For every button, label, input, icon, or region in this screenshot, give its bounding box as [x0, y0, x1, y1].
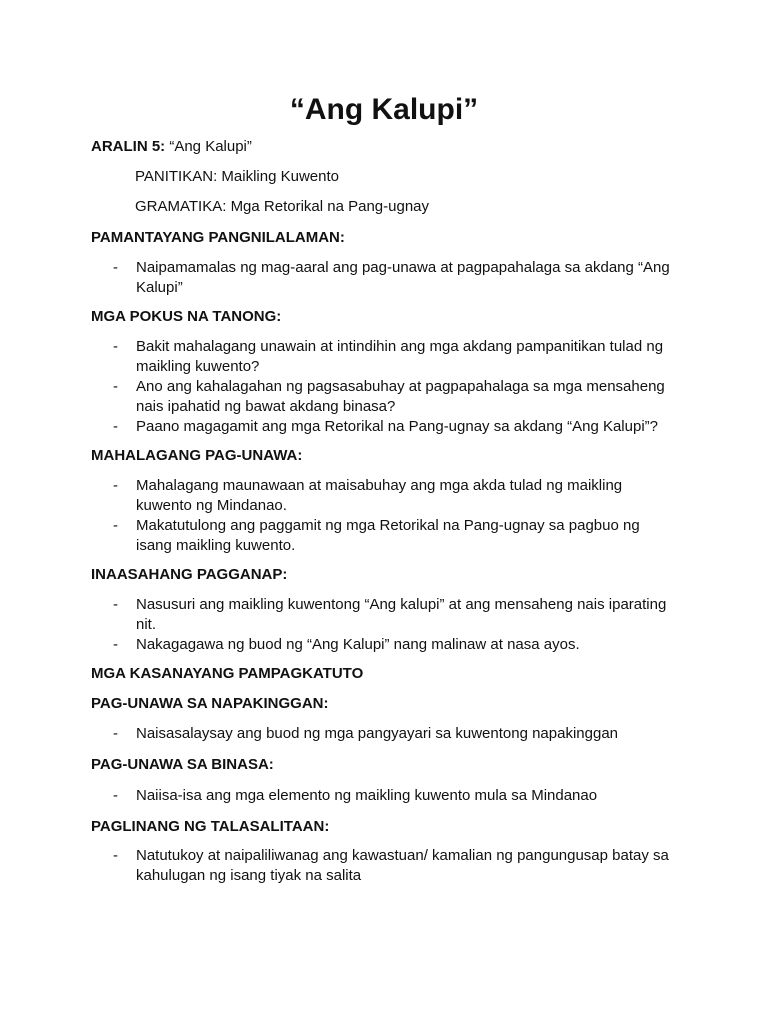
- list-item-text: Naisasalaysay ang buod ng mga pangyayari sa kuwentong napakinggan: [136, 725, 618, 742]
- bullet-marker: -: [113, 378, 118, 395]
- section-heading-inaasahang: INAASAHANG PAGGANAP:: [91, 566, 288, 583]
- section-heading-talasalitaan: PAGLINANG NG TALASALITAAN:: [91, 818, 330, 835]
- panitikan-line: PANITIKAN: Maikling Kuwento: [135, 168, 339, 185]
- section-heading-mahalagang: MAHALAGANG PAG-UNAWA:: [91, 447, 303, 464]
- section-heading-kasanayang: MGA KASANAYANG PAMPAGKATUTO: [91, 665, 364, 682]
- list-item-text: Ano ang kahalagahan ng pagsasabuhay at pagpapahalaga sa mga mensaheng nais ipahatid ng bawat akdang binasa?: [136, 378, 665, 415]
- section-heading-napakinggan: PAG-UNAWA SA NAPAKINGGAN:: [91, 695, 329, 712]
- bullet-marker: -: [113, 725, 118, 742]
- bullet-list-pamantayang: [113, 258, 673, 298]
- bullet-list-inaasahang: [113, 595, 673, 655]
- list-item: [113, 724, 673, 744]
- list-item-text: Nakagagawa ng buod ng “Ang Kalupi” nang malinaw at nasa ayos.: [136, 636, 580, 653]
- section-heading-pokus: MGA POKUS NA TANONG:: [91, 308, 282, 325]
- bullet-marker: -: [113, 787, 118, 804]
- bullet-marker: -: [113, 596, 118, 613]
- list-item-text: Bakit mahalagang unawain at intindihin ang mga akdang pampanitikan tulad ng maikling kuwento?: [136, 338, 664, 375]
- list-item-text: Natutukoy at naipaliliwanag ang kawastuan/ kamalian ng pangungusap batay sa kahulugan ng isang tiyak na salita: [136, 847, 669, 884]
- bullet-marker: -: [113, 847, 118, 864]
- list-item-text: Naipamamalas ng mag-aaral ang pag-unawa at pagpapahalaga sa akdang “Ang Kalupi”: [136, 259, 670, 296]
- bullet-list-binasa: [113, 786, 673, 806]
- gramatika-line: GRAMATIKA: Mga Retorikal na Pang-ugnay: [135, 198, 430, 215]
- list-item-text: Paano magagamit ang mga Retorikal na Pang-ugnay sa akdang “Ang Kalupi”?: [136, 418, 658, 435]
- list-item: [113, 337, 673, 377]
- list-item: [113, 516, 673, 556]
- list-item: [113, 417, 673, 437]
- bullet-marker: -: [113, 517, 118, 534]
- section-heading-binasa: PAG-UNAWA SA BINASA:: [91, 756, 274, 773]
- aralin-value: “Ang Kalupi”: [169, 138, 252, 155]
- bullet-marker: -: [113, 418, 118, 435]
- bullet-list-mahalagang: [113, 476, 673, 556]
- bullet-marker: -: [113, 259, 118, 276]
- list-item: [113, 258, 673, 298]
- list-item-text: Mahalagang maunawaan at maisabuhay ang mga akda tulad ng maikling kuwento ng Mindanao.: [136, 477, 623, 514]
- bullet-marker: -: [113, 636, 118, 653]
- list-item-text: Nasusuri ang maikling kuwentong “Ang kalupi” at ang mensaheng nais iparating nit.: [136, 596, 667, 633]
- list-item: [113, 476, 673, 516]
- list-item: [113, 846, 673, 886]
- bullet-list-napakinggan: [113, 724, 673, 744]
- document-title: “Ang Kalupi”: [289, 93, 479, 126]
- bullet-list-pokus: [113, 337, 673, 437]
- aralin-label: ARALIN 5:: [91, 138, 166, 155]
- bullet-list-talasalitaan: [113, 846, 673, 886]
- bullet-marker: -: [113, 477, 118, 494]
- list-item: [113, 635, 673, 655]
- list-item-text: Naiisa-isa ang mga elemento ng maikling kuwento mula sa Mindanao: [136, 787, 598, 804]
- aralin-line: [91, 137, 252, 157]
- list-item: [113, 377, 673, 417]
- section-heading-pamantayang: PAMANTAYANG PANGNILALAMAN:: [91, 229, 345, 246]
- list-item: [113, 786, 673, 806]
- list-item: [113, 595, 673, 635]
- bullet-marker: -: [113, 338, 118, 355]
- list-item-text: Makatutulong ang paggamit ng mga Retorikal na Pang-ugnay sa pagbuo ng isang maikling kuwento.: [136, 517, 640, 554]
